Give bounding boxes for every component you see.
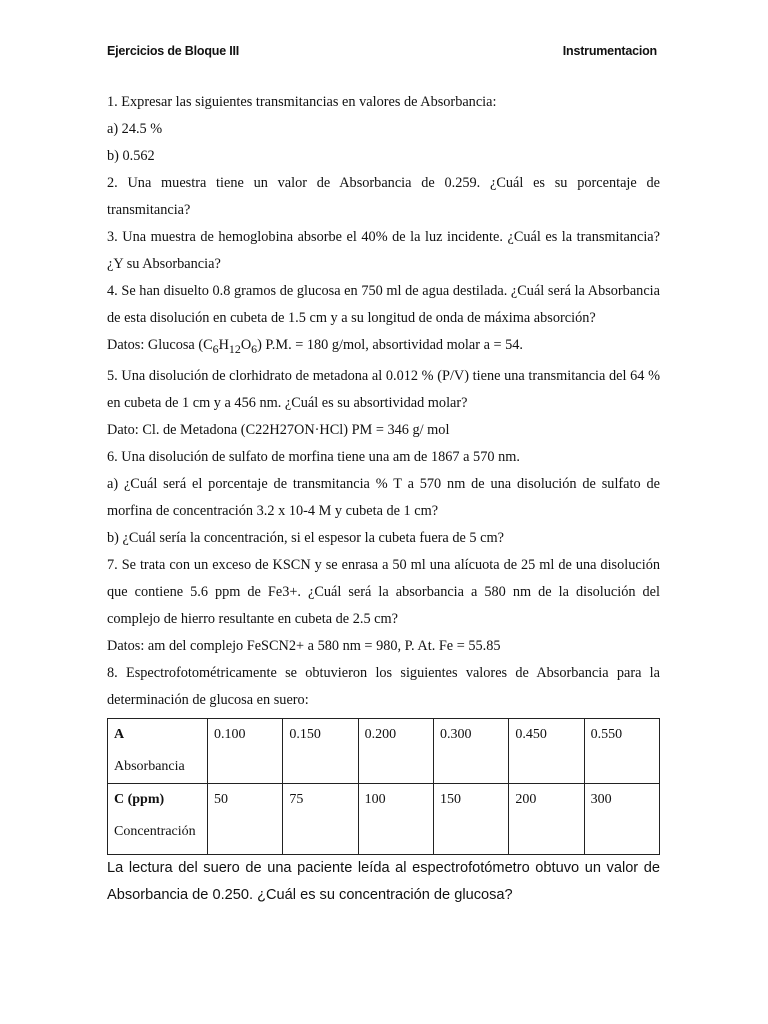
row-header-sub: Concentración: [114, 823, 196, 839]
closing-question: La lectura del suero de una paciente leída al espectrofotómetro obtuvo un valor de Absorbancia de 0.250. ¿Cuál es su concentración de glucosa?: [107, 859, 660, 903]
table-cell: 0.150: [283, 718, 358, 783]
row-header-sub: Absorbancia: [114, 758, 185, 774]
exercise-6: 6. Una disolución de sulfato de morfina tiene una am de 1867 a 570 nm.: [107, 448, 520, 465]
page-header: [107, 44, 657, 58]
exercise-4-data: Datos: Glucosa $(C_6H_{12}O_6) P.M$. = 180 g/mol, absortividad molar a = 54.: [107, 337, 523, 356]
exercise-1b: b) 0.562: [107, 148, 155, 164]
table-cell: 100: [358, 783, 433, 854]
exercise-1a: a) 24.5 %: [107, 121, 163, 137]
table-row-absorbance: [108, 718, 660, 783]
table-cell: 0.450: [509, 718, 584, 783]
exercise-7-data: Datos: am del complejo FeSCN2+ a 580 nm = 980, P. At. Fe = 55.85: [107, 637, 501, 654]
exercise-3: 3. Una muestra de hemoglobina absorbe el 40% de la luz incidente. ¿Cuál es la transmitancia? ¿Y su Absorbancia?: [107, 229, 660, 272]
table-cell: 150: [433, 783, 508, 854]
table-cell: 0.550: [584, 718, 659, 783]
row-header-label: A: [114, 726, 125, 742]
exercise-6a: a) ¿Cuál será el porcentaje de transmitancia % T a 570 nm de una disolución de sulfato de morfina de concentración 3.2 x 10-4 M y cubeta de 1 cm?: [107, 475, 660, 519]
data-table: [107, 718, 660, 855]
table-cell: 50: [208, 783, 283, 854]
document-body: [107, 89, 660, 909]
exercise-2: 2. Una muestra tiene un valor de Absorbancia de 0.259. ¿Cuál es su porcentaje de transmitancia?: [107, 175, 660, 218]
exercise-5-data: Dato: Cl. de Metadona (C22H27ON·HCl) PM = 346 g/ mol: [107, 421, 450, 438]
exercise-4: 4. Se han disuelto 0.8 gramos de glucosa en 750 ml de agua destilada. ¿Cuál será la Absorbancia de esta disolución en cubeta de 1.5 cm y a su longitud de onda de máxima absorción?: [107, 283, 660, 326]
exercise-7: 7. Se trata con un exceso de KSCN y se enrasa a 50 ml una alícuota de 25 ml de una disolución que contiene 5.6 ppm de Fe3+. ¿Cuál será la absorbancia a 580 nm de la disolución del complejo de hierro resultante en cubeta de 2.5 cm?: [107, 556, 660, 627]
exercise-5: 5. Una disolución de clorhidrato de metadona al 0.012 % (P/V) tiene una transmitancia del 64 % en cubeta de 1 cm y a 456 nm. ¿Cuál es su absortividad molar?: [107, 367, 660, 411]
table-cell: 0.300: [433, 718, 508, 783]
row-header-concentration: [108, 783, 208, 854]
exercise-1: 1. Expresar las siguientes transmitancias en valores de Absorbancia:: [107, 94, 497, 110]
exercise-8: 8. Espectrofotométricamente se obtuvieron los siguientes valores de Absorbancia para la determinación de glucosa en suero:: [107, 664, 660, 708]
row-header-label: C (ppm): [114, 791, 165, 807]
header-left: Ejercicios de Bloque III: [107, 44, 240, 58]
table-cell: 200: [509, 783, 584, 854]
header-right: Instrumentacion: [562, 44, 657, 58]
table-cell: 0.200: [358, 718, 433, 783]
row-header-absorbance: [108, 718, 208, 783]
table-cell: 75: [283, 783, 358, 854]
table-cell: 300: [584, 783, 659, 854]
table-cell: 0.100: [208, 718, 283, 783]
exercise-6b: b) ¿Cuál sería la concentración, si el espesor la cubeta fuera de 5 cm?: [107, 529, 504, 546]
table-row-concentration: [108, 783, 660, 854]
